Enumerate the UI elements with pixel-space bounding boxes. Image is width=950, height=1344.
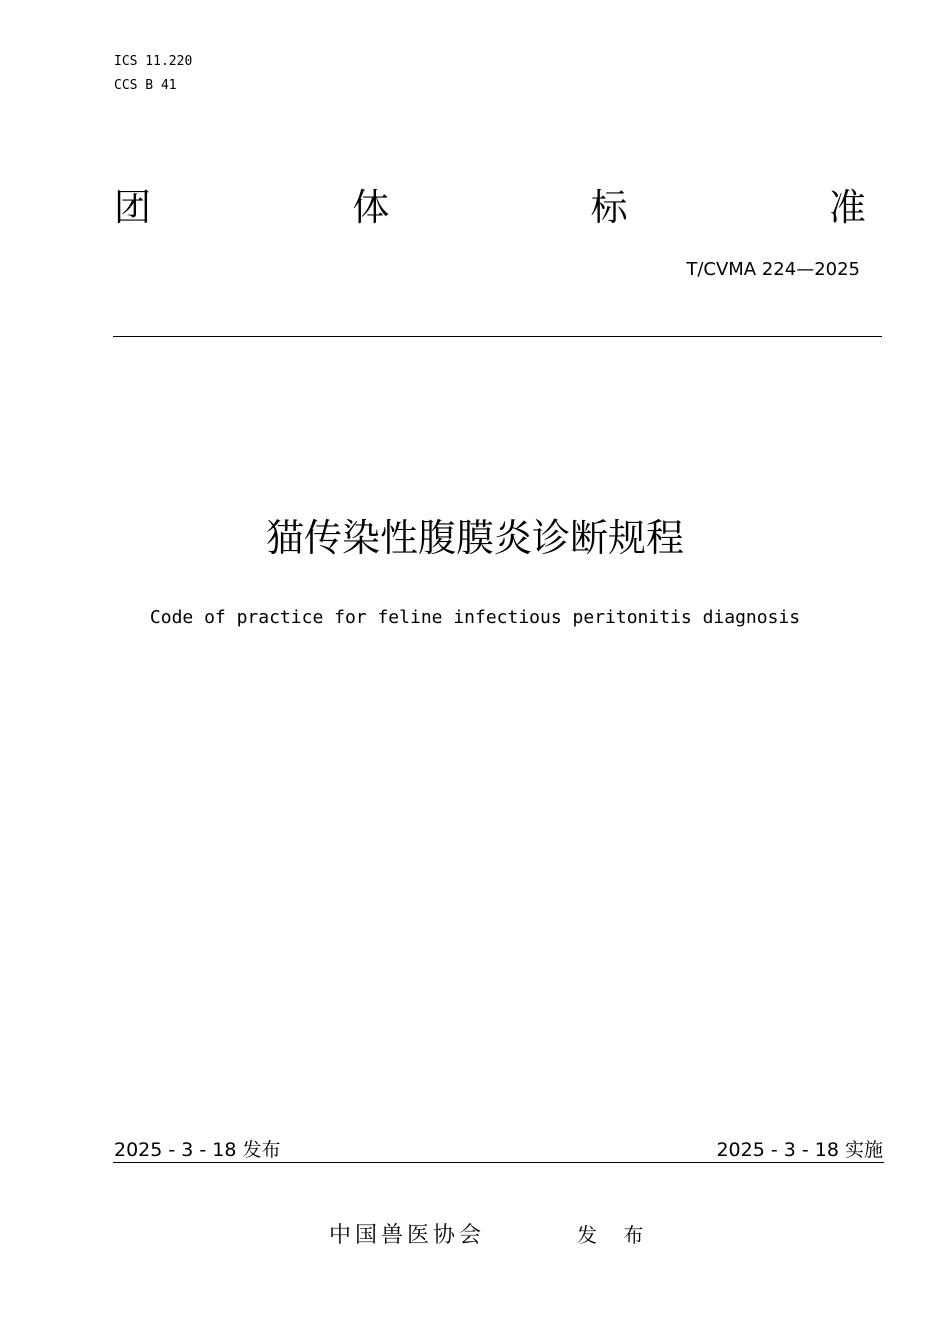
standard-type-char: 体 [352,186,390,229]
standard-type-char: 准 [828,186,866,229]
classification-codes [114,50,192,98]
bottom-divider [113,1162,884,1163]
ccs-code: CCS B 41 [114,78,177,93]
publish-label: 发 布 [577,1223,654,1247]
top-divider [113,336,882,337]
ics-code: ICS 11.220 [114,54,193,69]
issue-date: 2025 - 3 - 18 发布 [114,1139,281,1161]
document-title-chinese: 猫传染性腹膜炎诊断规程 [265,516,684,560]
standard-type-char: 标 [590,186,628,229]
standard-number: T/CVMA 224—2025 [686,259,860,280]
implementation-date: 2025 - 3 - 18 实施 [716,1139,883,1161]
standard-type-char: 团 [114,186,151,229]
standard-type-heading [114,183,866,233]
document-title-english: Code of practice for feline infectious peritonitis diagnosis [149,607,801,628]
publisher-name: 中国兽医协会 [329,1223,486,1248]
